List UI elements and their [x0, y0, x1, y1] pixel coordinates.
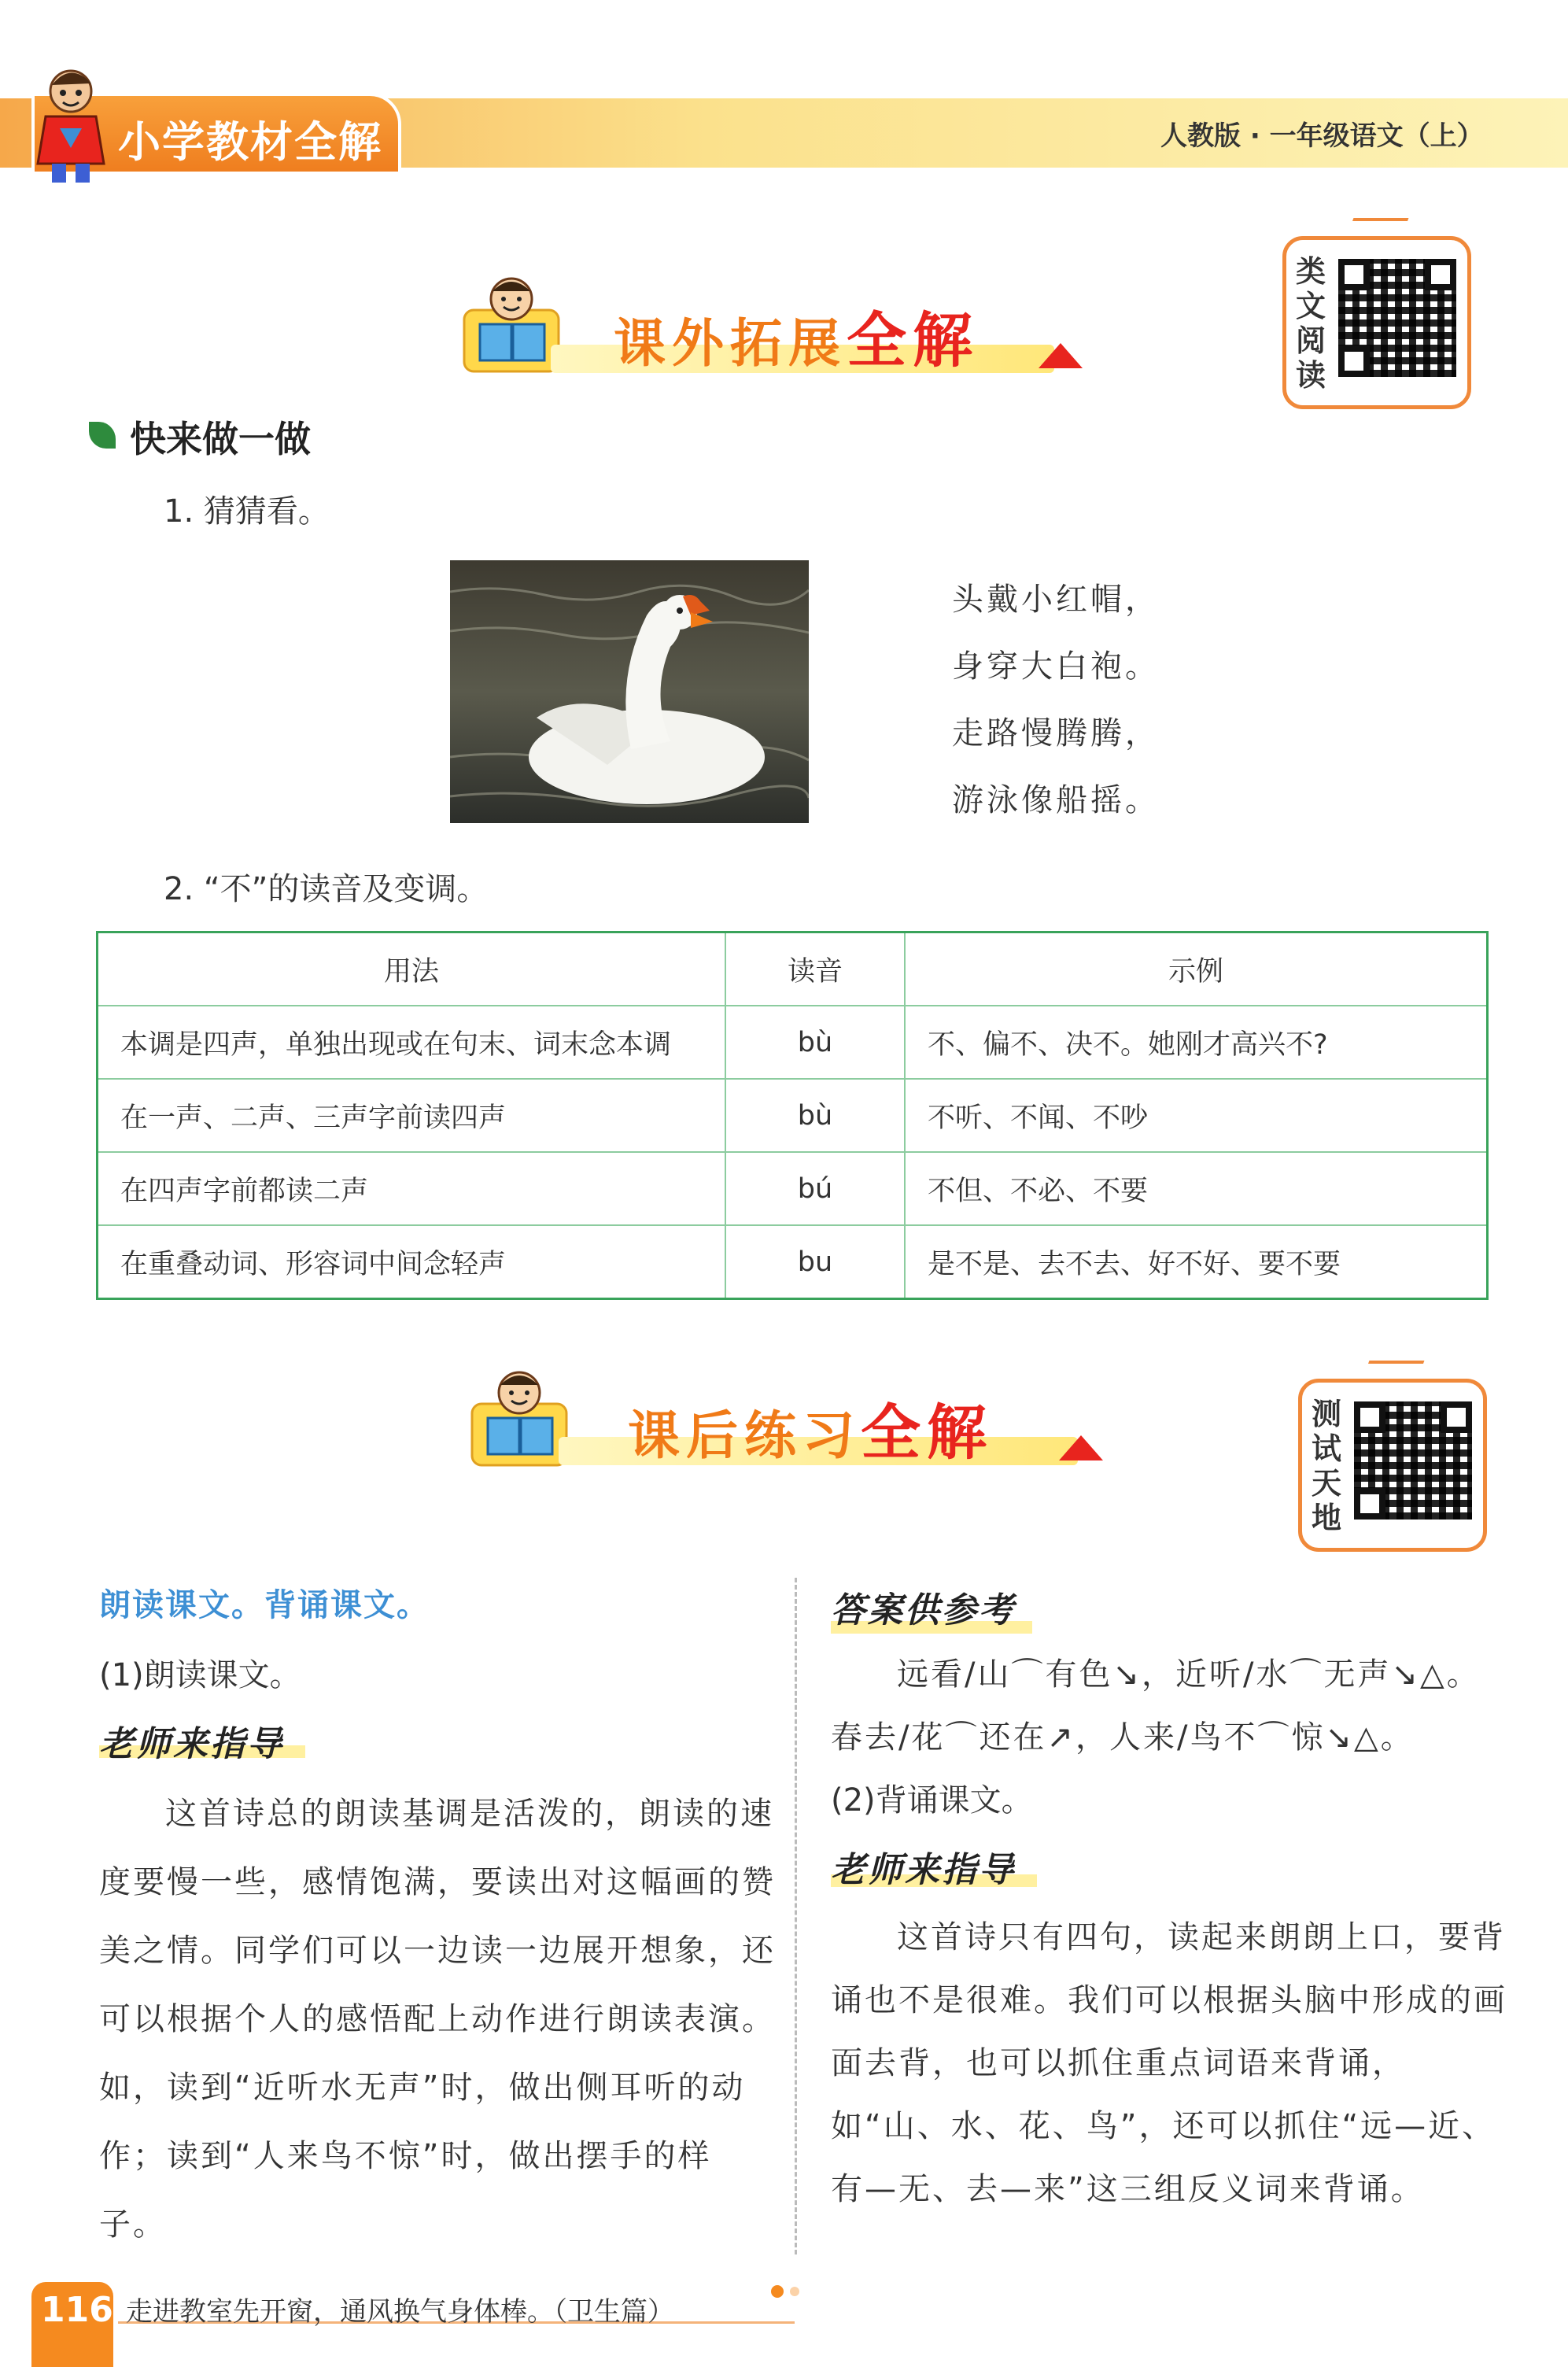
col-header-sound: 读音	[725, 932, 905, 1006]
banner-triangle	[1059, 1435, 1103, 1460]
riddle-line: 走路慢腾腾，	[952, 715, 1160, 751]
question-2: 2. “不”的读音及变调。	[164, 871, 489, 907]
cell-usage: 在四声字前都读二声	[98, 1152, 726, 1225]
qr-tv-test[interactable]	[1298, 1379, 1487, 1552]
cell-sound: bú	[725, 1152, 905, 1225]
cell-example: 不听、不闻、不吵	[905, 1079, 1488, 1152]
cell-sound: bu	[725, 1225, 905, 1299]
exercise-task: 朗读课文。背诵课文。	[99, 1587, 430, 1623]
qr-tv-reading[interactable]	[1282, 236, 1471, 409]
poem-pause-line: 春去/花⌒还在↗，人来/鸟不⌒惊↘△。	[831, 1719, 1415, 1756]
cell-usage: 在重叠动词、形容词中间念轻声	[98, 1225, 726, 1299]
edition-label: 人教版 · 一年级语文（上）	[1160, 120, 1484, 152]
cell-sound: bù	[725, 1006, 905, 1079]
table-row	[98, 1006, 1488, 1079]
cell-example: 不但、不必、不要	[905, 1152, 1488, 1225]
qr-label: 类 文 阅 读	[1296, 254, 1326, 393]
footer-dot-icon	[790, 2287, 799, 2296]
table-header-row	[98, 932, 1488, 1006]
riddle-line: 游泳像船摇。	[952, 782, 1160, 818]
pronunciation-table	[96, 931, 1489, 1300]
column-divider	[795, 1578, 797, 2254]
qr-corner-icon	[1441, 1401, 1472, 1433]
qr-corner-icon	[1425, 259, 1456, 290]
banner-title: 课后练习全解	[628, 1398, 993, 1468]
cell-example: 不、偏不、决不。她刚才高兴不?	[905, 1006, 1488, 1079]
series-title: 小学教材全解	[118, 117, 382, 167]
teacher-guide-text: 这首诗总的朗读基调是活泼的，朗读的速度要慢一些，感情饱满，要读出对这幅画的赞美之情。同学们可以一边读一边展开想象，还可以根据个人的感悟配上动作进行朗读表演。如，读到“近听水无声”时，做出侧耳听的动作；读到“人来鸟不惊”时，做出摆手的样子。	[99, 1796, 776, 2243]
exercise-part-2: (2)背诵课文。	[831, 1782, 1033, 1819]
banner-title: 课外拓展全解	[614, 305, 979, 375]
exercise-part-1: (1)朗读课文。	[99, 1657, 301, 1693]
footer-dot-icon	[771, 2285, 784, 2298]
qr-corner-icon	[1354, 1401, 1385, 1433]
cell-sound: bù	[725, 1079, 905, 1152]
teacher-guide-head: 老师来指导	[831, 1850, 1016, 1890]
riddle-line: 身穿大白袍。	[952, 648, 1160, 685]
question-1: 1. 猜猜看。	[164, 493, 330, 530]
qr-corner-icon	[1338, 259, 1370, 290]
qr-corner-icon	[1338, 345, 1370, 377]
superhero-mascot-icon	[22, 61, 124, 187]
goose-photo	[450, 560, 809, 823]
teacher-guide-head: 老师来指导	[99, 1724, 284, 1764]
teacher-guide-text: 这首诗只有四句，读起来朗朗上口，要背诵也不是很难。我们可以根据头脑中形成的画面去背，也可以抓住重点词语来背诵，如“山、水、花、鸟”，还可以抓住“远—近、有—无、去—来”这三组反义词来背诵。	[831, 1919, 1507, 2207]
qr-label: 测 试 天 地	[1312, 1397, 1342, 1535]
cell-usage: 本调是四声，单独出现或在句末、词末念本调	[98, 1006, 726, 1079]
banner-exercises	[464, 1369, 1109, 1472]
page-number: 116	[41, 2290, 113, 2330]
tv-antenna-icon	[1361, 1361, 1425, 1384]
cell-usage: 在一声、二声、三声字前读四声	[98, 1079, 726, 1152]
riddle-line: 头戴小红帽，	[952, 582, 1160, 618]
qr-corner-icon	[1354, 1488, 1385, 1520]
table-row	[98, 1079, 1488, 1152]
leaf-bullet-icon	[89, 422, 116, 449]
table-row	[98, 1152, 1488, 1225]
banner-extension	[456, 275, 1086, 378]
answer-head: 答案供参考	[831, 1590, 1016, 1630]
poem-pause-line: 远看/山⌒有色↘，近听/水⌒无声↘△。	[897, 1656, 1481, 1693]
section-subhead: 快来做一做	[130, 418, 311, 460]
cell-example: 是不是、去不去、好不好、要不要	[905, 1225, 1488, 1299]
banner-triangle	[1039, 343, 1083, 368]
tv-antenna-icon	[1345, 218, 1409, 242]
col-header-example: 示例	[905, 932, 1488, 1006]
col-header-usage: 用法	[98, 932, 726, 1006]
footer-tip: 走进教室先开窗，通风换气身体棒。（卫生篇）	[126, 2296, 674, 2328]
table-row	[98, 1225, 1488, 1299]
